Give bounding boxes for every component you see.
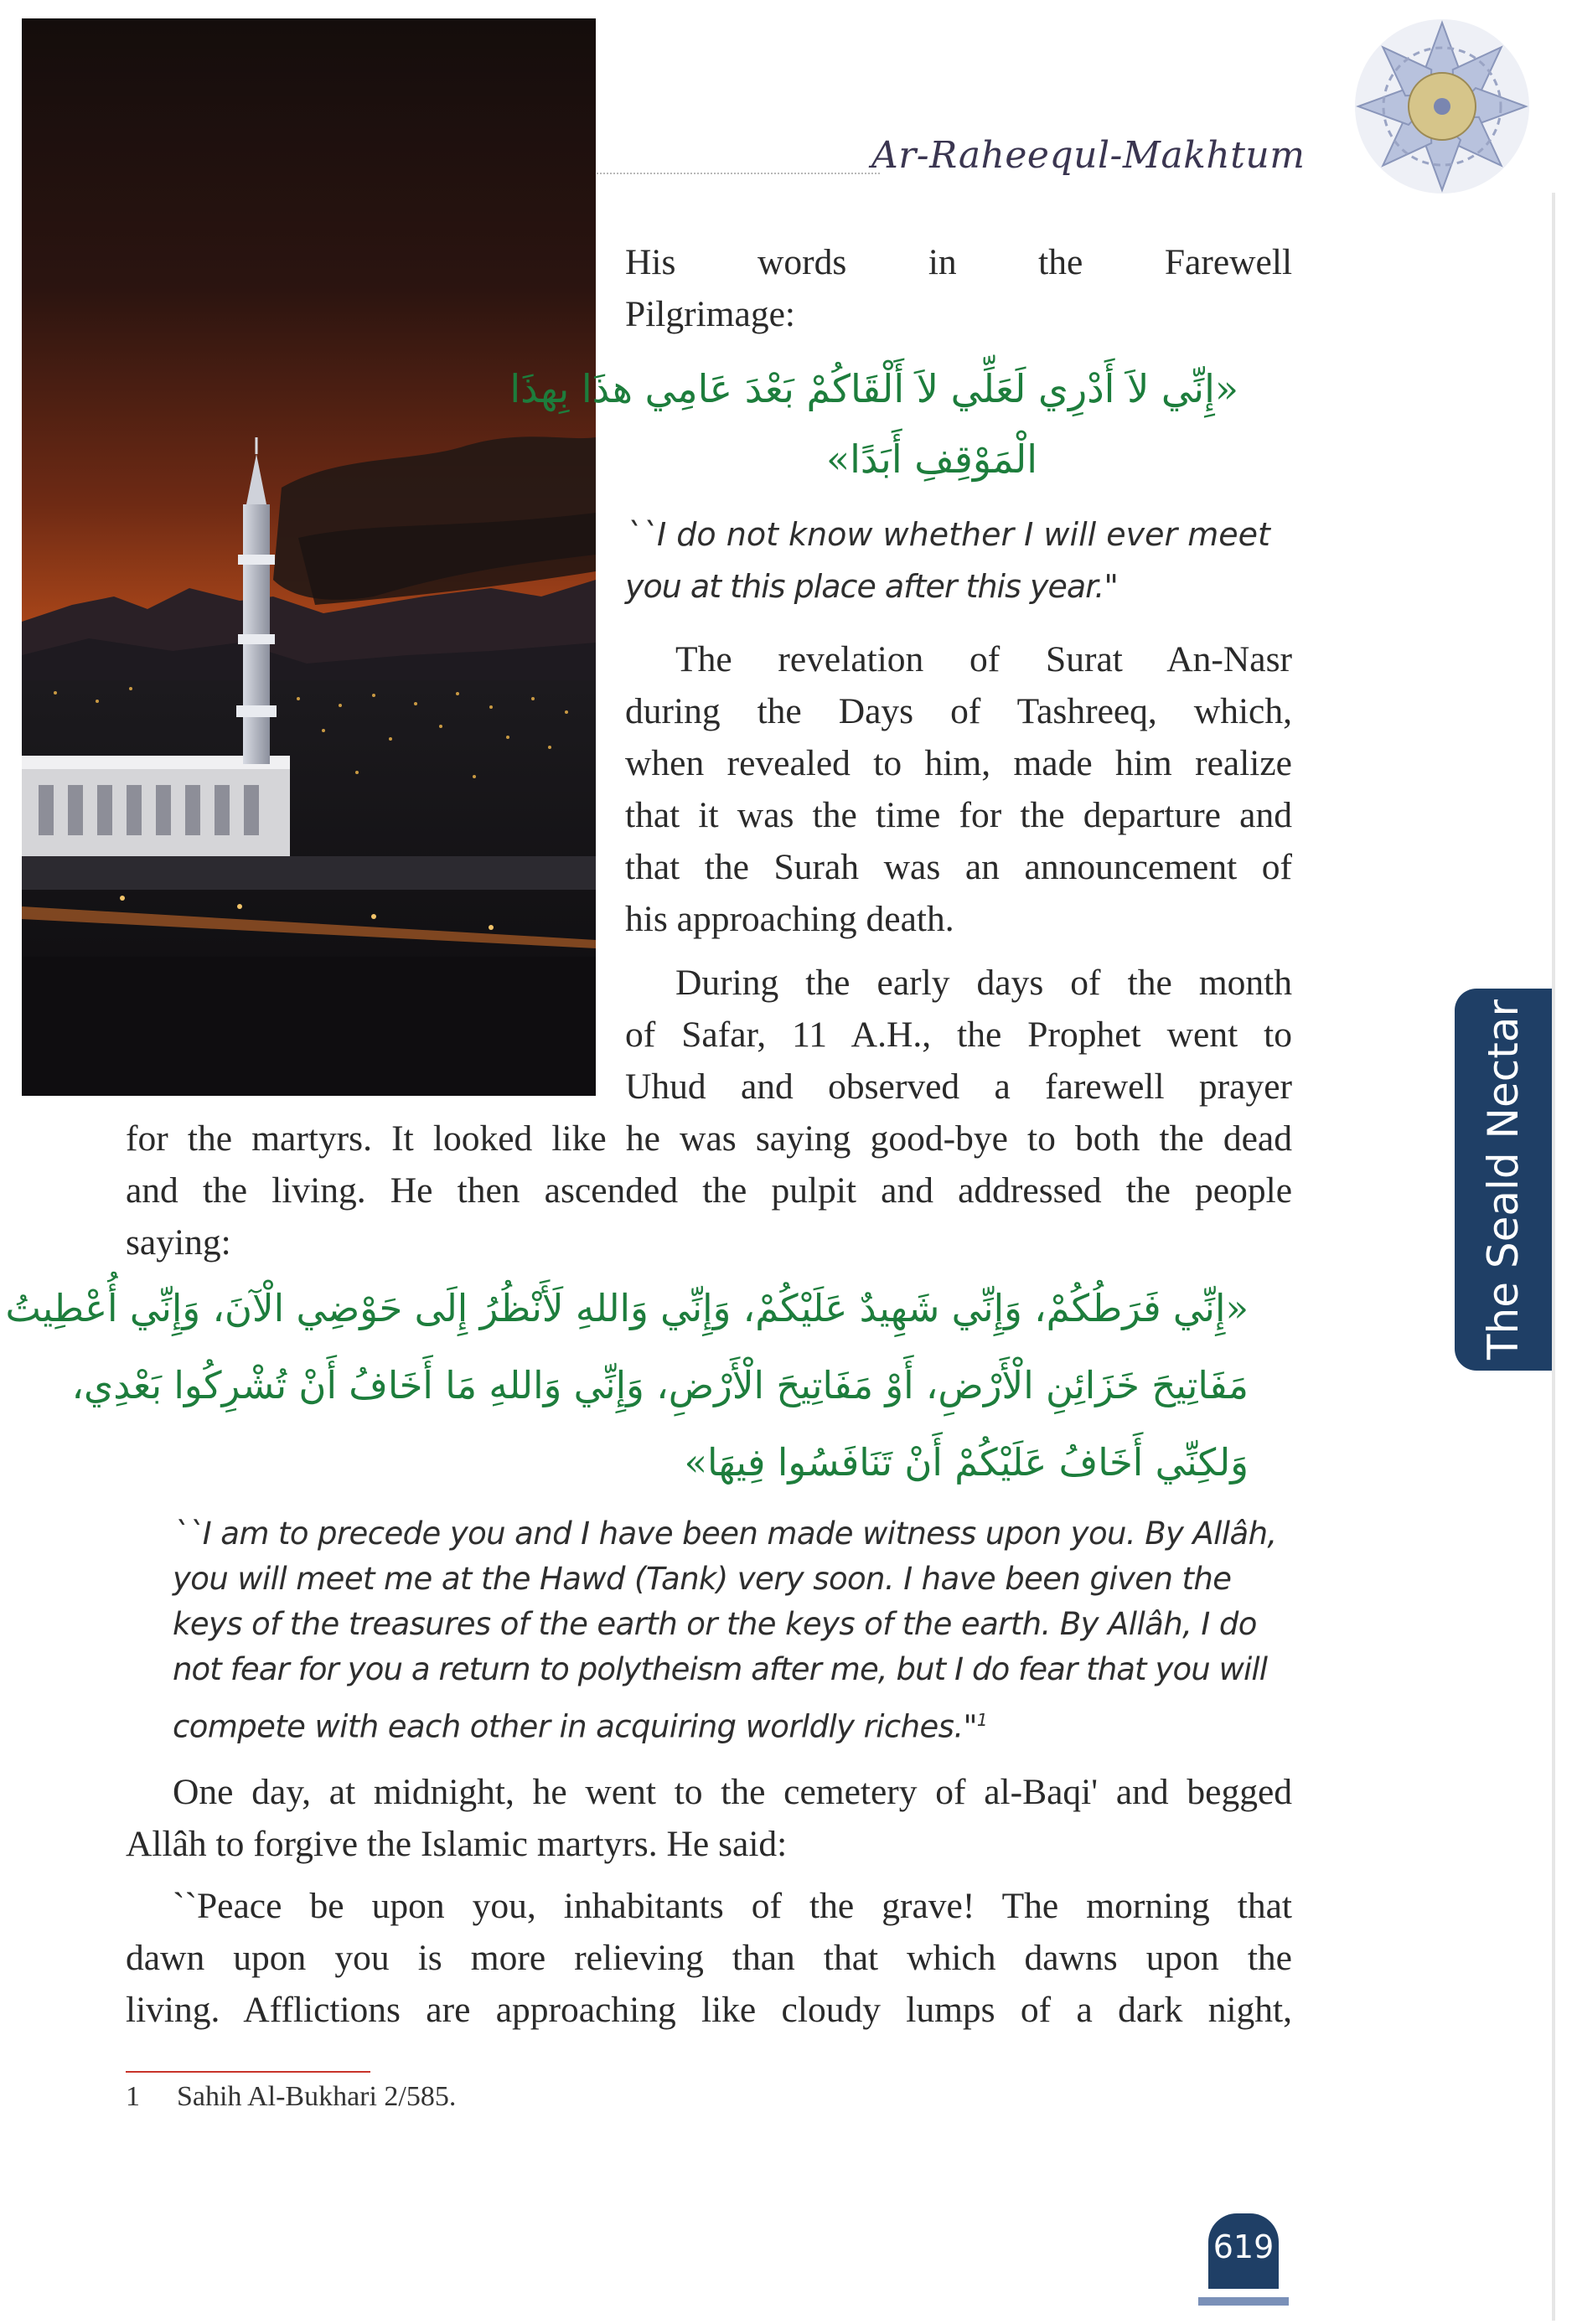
body-line: during the Days of Tashreeq, which, <box>625 691 1292 731</box>
body-line: and the living. He then ascended the pulpit and addressed the people <box>126 1170 1292 1211</box>
arabic-hadith-line: وَلكِنِّي أَخَافُ عَلَيْكُمْ أَنْ تَنَافَسُوا فِيهَا» <box>684 1440 1249 1485</box>
translation-line: not fear for you a return to polytheism after me, but I do fear that you will <box>173 1651 1268 1687</box>
arabic-hadith-line: مَفَاتِيحَ خَزَائِنِ الْأَرْضِ، أَوْ مَفَاتِيحَ الْأَرْضِ، وَإِنِّي وَاللهِ مَا أَخَافُ أَنْ تُشْرِكُوا بَعْدِي، <box>71 1363 1249 1407</box>
body-line: ``Peace be upon you, inhabitants of the grave! The morning that <box>173 1886 1292 1926</box>
body-line: that it was the time for the departure and <box>625 795 1292 835</box>
body-line: dawn upon you is more relieving than that which dawns upon the <box>126 1938 1292 1978</box>
body-line <box>625 236 1292 288</box>
arabic-hadith-line: «إِنِّي لاَ أَدْرِي لَعَلِّي لاَ أَلْقَاكُمْ بَعْدَ عَامِي هذَا بِهذَا <box>509 366 1238 411</box>
body-line: The revelation of Surat An-Nasr <box>675 639 1292 679</box>
header-dotted-rule <box>597 173 880 174</box>
word: His <box>625 242 676 282</box>
translation-line: you will meet me at the Hawd (Tank) very soon. I have been given the <box>173 1561 1232 1597</box>
word: the <box>1038 242 1083 282</box>
footnote-rule <box>126 2071 370 2073</box>
word: Farewell <box>1164 242 1293 282</box>
mosque-photo <box>22 18 596 1096</box>
body-line: of Safar, 11 A.H., the Prophet went to <box>625 1015 1292 1055</box>
body-line: living. Afflictions are approaching like cloudy lumps of a dark night, <box>126 1990 1292 2030</box>
arabic-hadith-line: «إِنِّي فَرَطُكُمْ، وَإِنِّي شَهِيدٌ عَلَيْكُمْ، وَإِنِّي وَاللهِ لَأَنْظُرُ إِلَى حَوْضِي الْآنَ، وَإِنِّي أُعْطِيتُ <box>5 1286 1249 1330</box>
footnote-marker[interactable]: 1 <box>976 1710 988 1730</box>
ornament-rosette-icon <box>1332 15 1552 198</box>
body-line: One day, at midnight, he went to the cemetery of al-Baqi' and begged <box>173 1772 1292 1812</box>
body-line: when revealed to him, made him realize <box>625 743 1292 783</box>
page-edge-rule <box>1552 193 1555 2321</box>
page-number: 619 <box>1212 2228 1275 2265</box>
body-line: saying: <box>126 1222 231 1263</box>
translation-line: keys of the treasures of the earth or the keys of the earth. By Allâh, I do <box>173 1606 1257 1642</box>
arabic-hadith-line: الْمَوْقِفِ أَبَدًا» <box>825 436 1038 482</box>
translation-line <box>173 1697 987 1749</box>
side-tab-label: The Seald Nectar <box>1479 999 1528 1361</box>
body-line: that the Surah was an announcement of <box>625 847 1292 887</box>
body-line: Uhud and observed a farewell prayer <box>625 1066 1292 1107</box>
body-line: During the early days of the month <box>675 963 1292 1003</box>
page-number-underline <box>1198 2297 1289 2306</box>
footnote-text: Sahih Al-Bukhari 2/585. <box>177 2081 457 2112</box>
translation-text: compete with each other in acquiring worldly riches." <box>173 1708 977 1745</box>
running-head: Ar-Raheequl-Makhtum <box>871 134 1306 177</box>
body-line: Pilgrimage: <box>625 294 795 334</box>
word: words <box>757 242 847 282</box>
body-line: his approaching death. <box>625 899 954 939</box>
word: in <box>928 242 957 282</box>
body-line: Allâh to forgive the Islamic martyrs. He said: <box>126 1824 788 1864</box>
translation-line: you at this place after this year." <box>625 568 1118 605</box>
footnote <box>126 2081 456 2113</box>
translation-line: ``I do not know whether I will ever meet <box>625 516 1270 553</box>
footnote-number: 1 <box>126 2081 140 2112</box>
body-line: for the martyrs. It looked like he was saying good-bye to both the dead <box>126 1118 1292 1159</box>
translation-line: ``I am to precede you and I have been made witness upon you. By Allâh, <box>173 1516 1277 1552</box>
